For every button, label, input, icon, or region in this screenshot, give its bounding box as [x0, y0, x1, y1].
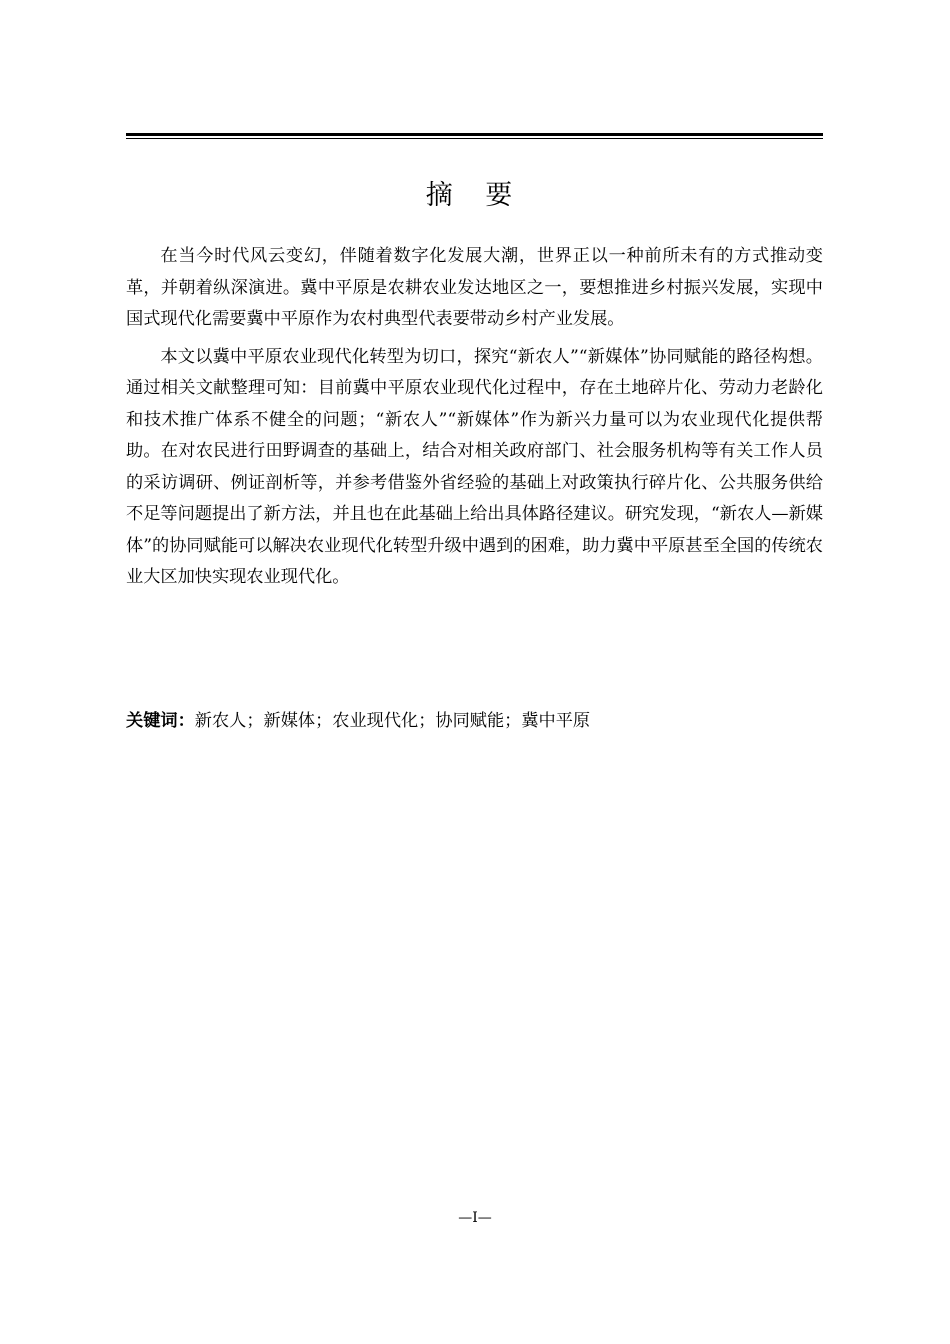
- header-rule-thick: [126, 133, 823, 136]
- abstract-body: [126, 241, 823, 600]
- keywords-text: 新农人；新媒体；农业现代化；协同赋能；冀中平原: [194, 711, 591, 731]
- keywords-line: [126, 706, 590, 737]
- abstract-paragraph-2: 本文以冀中平原农业现代化转型为切口，探究“新农人”“新媒体”协同赋能的路径构想。通过相关文献整理可知：目前冀中平原农业现代化过程中，存在土地碎片化、劳动力老龄化和技术推广体系不健全的问题；“新农人”“新媒体”作为新兴力量可以为农业现代化提供帮助。在对农民进行田野调查的基础上，结合对相关政府部门、社会服务机构等有关工作人员的采访调研、例证剖析等，并参考借鉴外省经验的基础上对政策执行碎片化、公共服务供给不足等问题提出了新方法，并且也在此基础上给出具体路径建议。研究发现，“新农人—新媒体”的协同赋能可以解决农业现代化转型升级中遇到的困难，助力冀中平原甚至全国的传统农业大区加快实现农业现代化。: [126, 346, 823, 587]
- abstract-paragraph-1: 在当今时代风云变幻，伴随着数字化发展大潮，世界正以一种前所未有的方式推动变革，并朝着纵深演进。冀中平原是农耕农业发达地区之一，要想推进乡村振兴发展，实现中国式现代化需要冀中平原作为农村典型代表要带动乡村产业发展。: [126, 246, 823, 329]
- page-number: —I—: [458, 1210, 492, 1226]
- header-rule-thin: [126, 138, 823, 139]
- abstract-title: 摘 要: [425, 180, 525, 211]
- keywords-label: 关键词：: [126, 711, 195, 731]
